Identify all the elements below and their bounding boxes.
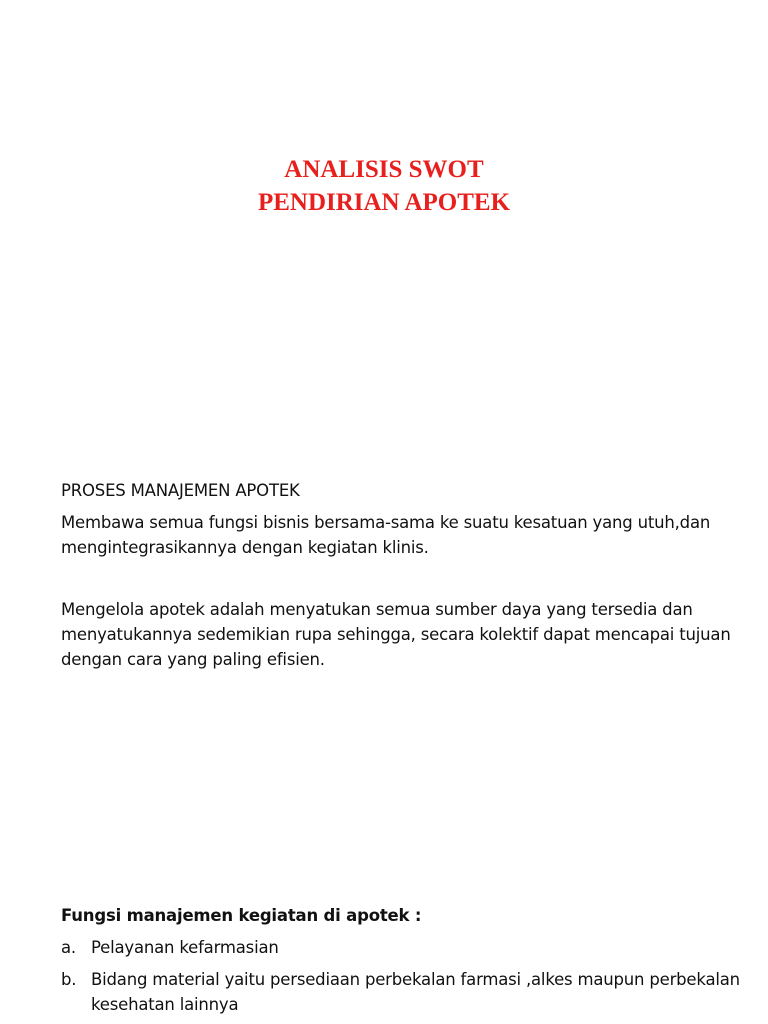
functions-heading: Fungsi manajemen kegiatan di apotek : — [61, 906, 422, 925]
list-item — [61, 967, 761, 1017]
title-line-1: ANALISIS SWOT — [284, 156, 484, 183]
list-marker: a. — [61, 938, 76, 957]
paragraph-management: Mengelola apotek adalah menyatukan semua sumber daya yang tersedia dan menyatukannya sedemikian rupa sehingga, secara kolektif dapat mencapai tujuan dengan cara yang paling efisien. — [61, 600, 731, 669]
list-marker: b. — [61, 970, 77, 989]
paragraph-definition: Membawa semua fungsi bisnis bersama-sama ke suatu kesatuan yang utuh,dan mengintegrasikannya dengan kegiatan klinis. — [61, 513, 711, 557]
functions-list — [61, 935, 761, 1024]
title-line-2: PENDIRIAN APOTEK — [257, 189, 511, 216]
list-item-text: Bidang material yaitu persediaan perbekalan farmasi ,alkes maupun perbekalan kesehatan lainnya — [91, 970, 740, 1014]
section-heading: PROSES MANAJEMEN APOTEK — [61, 481, 300, 500]
list-item — [61, 935, 761, 960]
list-item-text: Pelayanan kefarmasian — [91, 938, 279, 957]
document-title — [0, 153, 768, 219]
